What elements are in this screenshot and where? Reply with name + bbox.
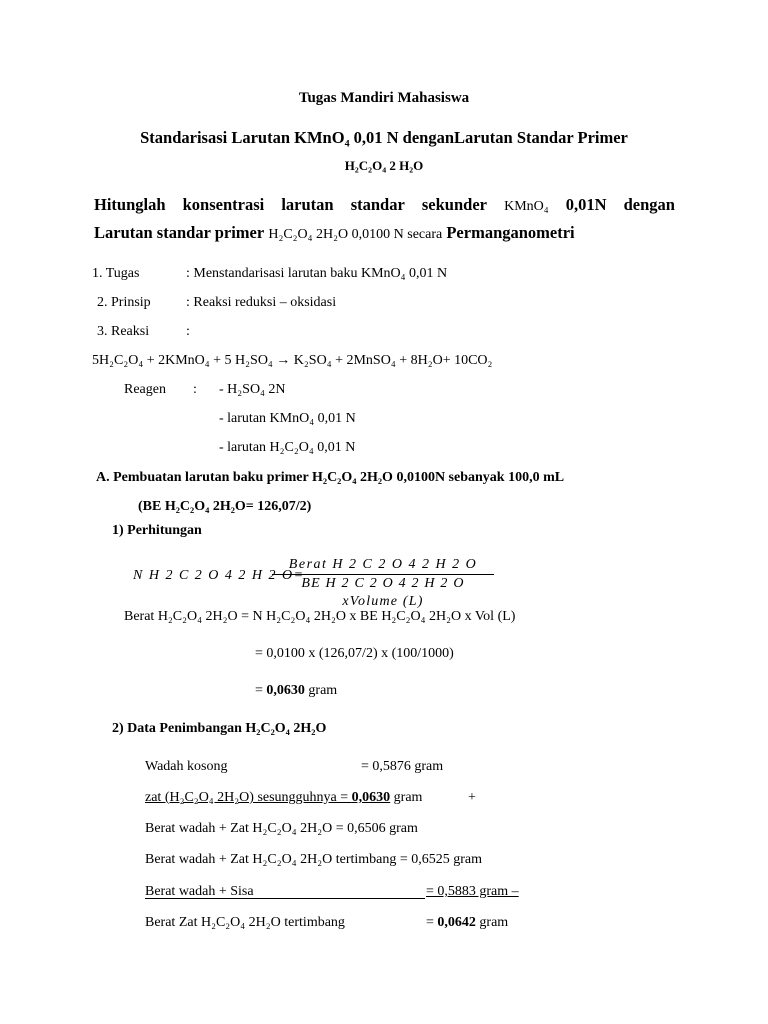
list-value: : Menstandarisasi larutan baku KMnO₄ 0,01 N (186, 266, 448, 281)
weigh-label: Berat Zat H₂C₂O₄ 2H₂O tertimbang (145, 915, 345, 930)
weigh-label: Wadah kosong (145, 759, 228, 774)
calc-value: 0,0630 (266, 683, 305, 698)
section-a-title: A. Pembuatan larutan baku primer H₂C₂O₄ 2H₂O 0,0100N sebanyak 100,0 mL (96, 470, 565, 485)
list-value: : (186, 324, 190, 339)
weigh-value: 0,0642 (437, 915, 476, 930)
calc-unit: gram (304, 683, 338, 698)
section-a-be: (BE H₂C₂O₄ 2H₂O= 126,07/2) (138, 499, 312, 514)
list-label: 2. Prinsip (97, 295, 151, 310)
weigh-value: 0,0630 (351, 790, 391, 805)
weigh-value: = 0,5876 gram (361, 759, 444, 774)
weigh-value: = 0,5883 gram – (426, 884, 519, 899)
reaction-equation: 5H₂C₂O₄ + 2KMnO₄ + 5 H₂SO₄ → K₂SO₄ + 2MnSO₄ + 8H₂O+ 10CO₂ (92, 353, 493, 368)
formula-denominator: BE H 2 C 2 O 4 2 H 2 O xVolume (L) (301, 576, 465, 609)
task-word: 0,01N (565, 195, 607, 214)
weigh-unit: gram (390, 790, 423, 805)
reagen-item: - larutan KMnO₄ 0,01 N (219, 411, 356, 426)
weigh-label: Berat wadah + Sisa (145, 884, 254, 899)
formula-lhs: N H 2 C 2 O 4 2 H 2 O= (133, 568, 305, 583)
formula-fraction (272, 557, 494, 611)
list-label: 3. Reaksi (97, 324, 150, 339)
task-method: Permanganometri (446, 223, 575, 242)
reagen-item: - H₂SO₄ 2N (219, 382, 286, 397)
calc-line: = 0,0100 x (126,07/2) x (100/1000) (255, 646, 454, 661)
task-word: larutan (281, 195, 334, 214)
step-heading: 2) Data Penimbangan H₂C₂O₄ 2H₂O (112, 721, 327, 736)
task-line-2 (94, 224, 575, 244)
calc-eq: = (255, 683, 267, 698)
weigh-label: zat (H₂C₂O₄ 2H₂O) sesungguhnya = (145, 790, 352, 805)
calc-result (255, 682, 337, 700)
list-value: : Reaksi reduksi – oksidasi (186, 295, 337, 310)
weigh-eq: = (426, 915, 438, 930)
weigh-label-underline (145, 883, 425, 899)
reagen-colon: : (193, 382, 197, 397)
task-formula: H₂C₂O₄ 2H₂O 0,0100 N secara (268, 227, 443, 242)
calc-line: Berat H₂C₂O₄ 2H₂O = N H₂C₂O₄ 2H₂O x BE H₂C₂O₄ 2H₂O x Vol (L) (124, 609, 516, 624)
weigh-result (426, 914, 508, 932)
weigh-row (145, 789, 422, 807)
reagen-item: - larutan H₂C₂O₄ 0,01 N (219, 440, 356, 455)
heading-formula: H₂C₂O₄ 2 H₂O (344, 158, 424, 173)
weigh-row: Berat wadah + Zat H₂C₂O₄ 2H₂O = 0,6506 gram (145, 821, 418, 836)
task-word: konsentrasi (182, 195, 265, 214)
task-line-1 (94, 196, 675, 216)
step-heading: 1) Perhitungan (112, 523, 202, 538)
page-title: Tugas Mandiri Mahasiswa (298, 90, 470, 106)
formula-numerator: Berat H 2 C 2 O 4 2 H 2 O (272, 557, 494, 575)
weigh-row: Berat wadah + Zat H₂C₂O₄ 2H₂O tertimbang = 0,6525 gram (145, 852, 483, 867)
task-word: standar (350, 195, 405, 214)
task-word: KMnO₄ (504, 199, 549, 214)
weigh-unit: gram (475, 915, 509, 930)
task-word: Hitunglah (94, 195, 166, 214)
reagen-label: Reagen (124, 382, 166, 397)
task-text: Larutan standar primer (94, 223, 265, 242)
page-heading: Standarisasi Larutan KMnO₄ 0,01 N denganLarutan Standar Primer (140, 128, 628, 147)
task-word: dengan (623, 195, 675, 214)
plus-operator: + (468, 790, 476, 805)
task-word: sekunder (421, 195, 487, 214)
list-label: 1. Tugas (92, 266, 140, 281)
